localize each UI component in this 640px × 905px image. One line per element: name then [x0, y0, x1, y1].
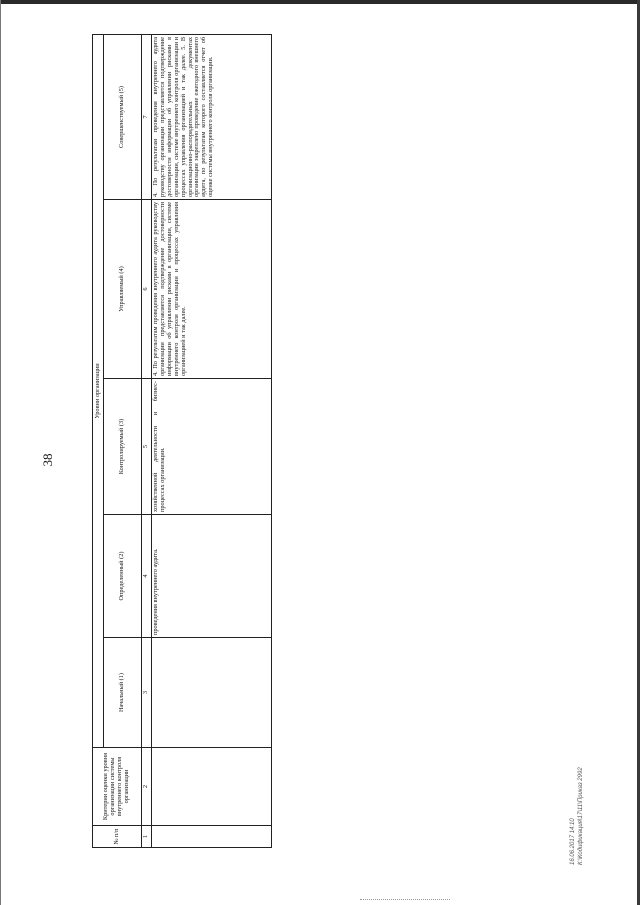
- row-num: [151, 826, 271, 848]
- colnum-6: 6: [142, 200, 152, 379]
- level-header-5: Совершенствуемый (5): [104, 34, 142, 199]
- footer-stamp: [570, 767, 586, 865]
- stamp-line-1: 16.06.2017 14:10: [570, 818, 576, 865]
- colnum-2: 2: [142, 748, 152, 826]
- colnum-4: 4: [142, 515, 152, 638]
- row-criteria: [151, 748, 271, 826]
- row-level-5: 4. По результатам проведения внутреннего аудита руководству организации представляется подтверждение достоверности информации об управлении рисками в организации, системе внутреннего контроля организации и процессах управления организацией и так далее. 5. В организационно-распорядительных документах организации закреплено проведение ежегодного внешнего аудита, по результатам которого составляется отчет об оценке системы внутреннего контроля организации.: [151, 34, 271, 199]
- header-row-1: [93, 34, 104, 847]
- level-header-2: Определенный (2): [104, 515, 142, 638]
- row-level-4: 4. По результатам проведения внутреннего аудита руководству организации представляется подтверждение достоверности информации об управлении рисками в организации, системе внутреннего контроля организации и процессах управления организацией и так далее.: [151, 200, 271, 379]
- col-criteria-header: Критерии оценки уровня организации системы внутреннего контроля организации: [93, 748, 142, 826]
- column-number-row: [142, 34, 152, 847]
- colnum-1: 1: [142, 826, 152, 848]
- levels-table: [92, 34, 272, 848]
- stamp-line-2: К:\Кодификация\17\11\Приказ 2992: [577, 767, 584, 865]
- table-row: [151, 34, 271, 847]
- page-number: 38: [40, 453, 55, 467]
- colnum-7: 7: [142, 34, 152, 199]
- level-header-3: Контролируемый (3): [104, 379, 142, 515]
- colnum-3: 3: [142, 638, 152, 748]
- level-header-4: Управляемый (4): [104, 200, 142, 379]
- level-header-1: Начальный (1): [104, 638, 142, 748]
- colnum-5: 5: [142, 379, 152, 515]
- row-level-3: хозяйственной деятельности и бизнес-процессах организации.: [151, 379, 271, 515]
- row-level-2: проведения внутреннего аудита.: [151, 515, 271, 638]
- col-num-header: № п/п: [93, 826, 142, 848]
- levels-header: Уровни организации: [93, 34, 104, 747]
- header-row-2: [104, 34, 142, 847]
- row-level-1: [151, 638, 271, 748]
